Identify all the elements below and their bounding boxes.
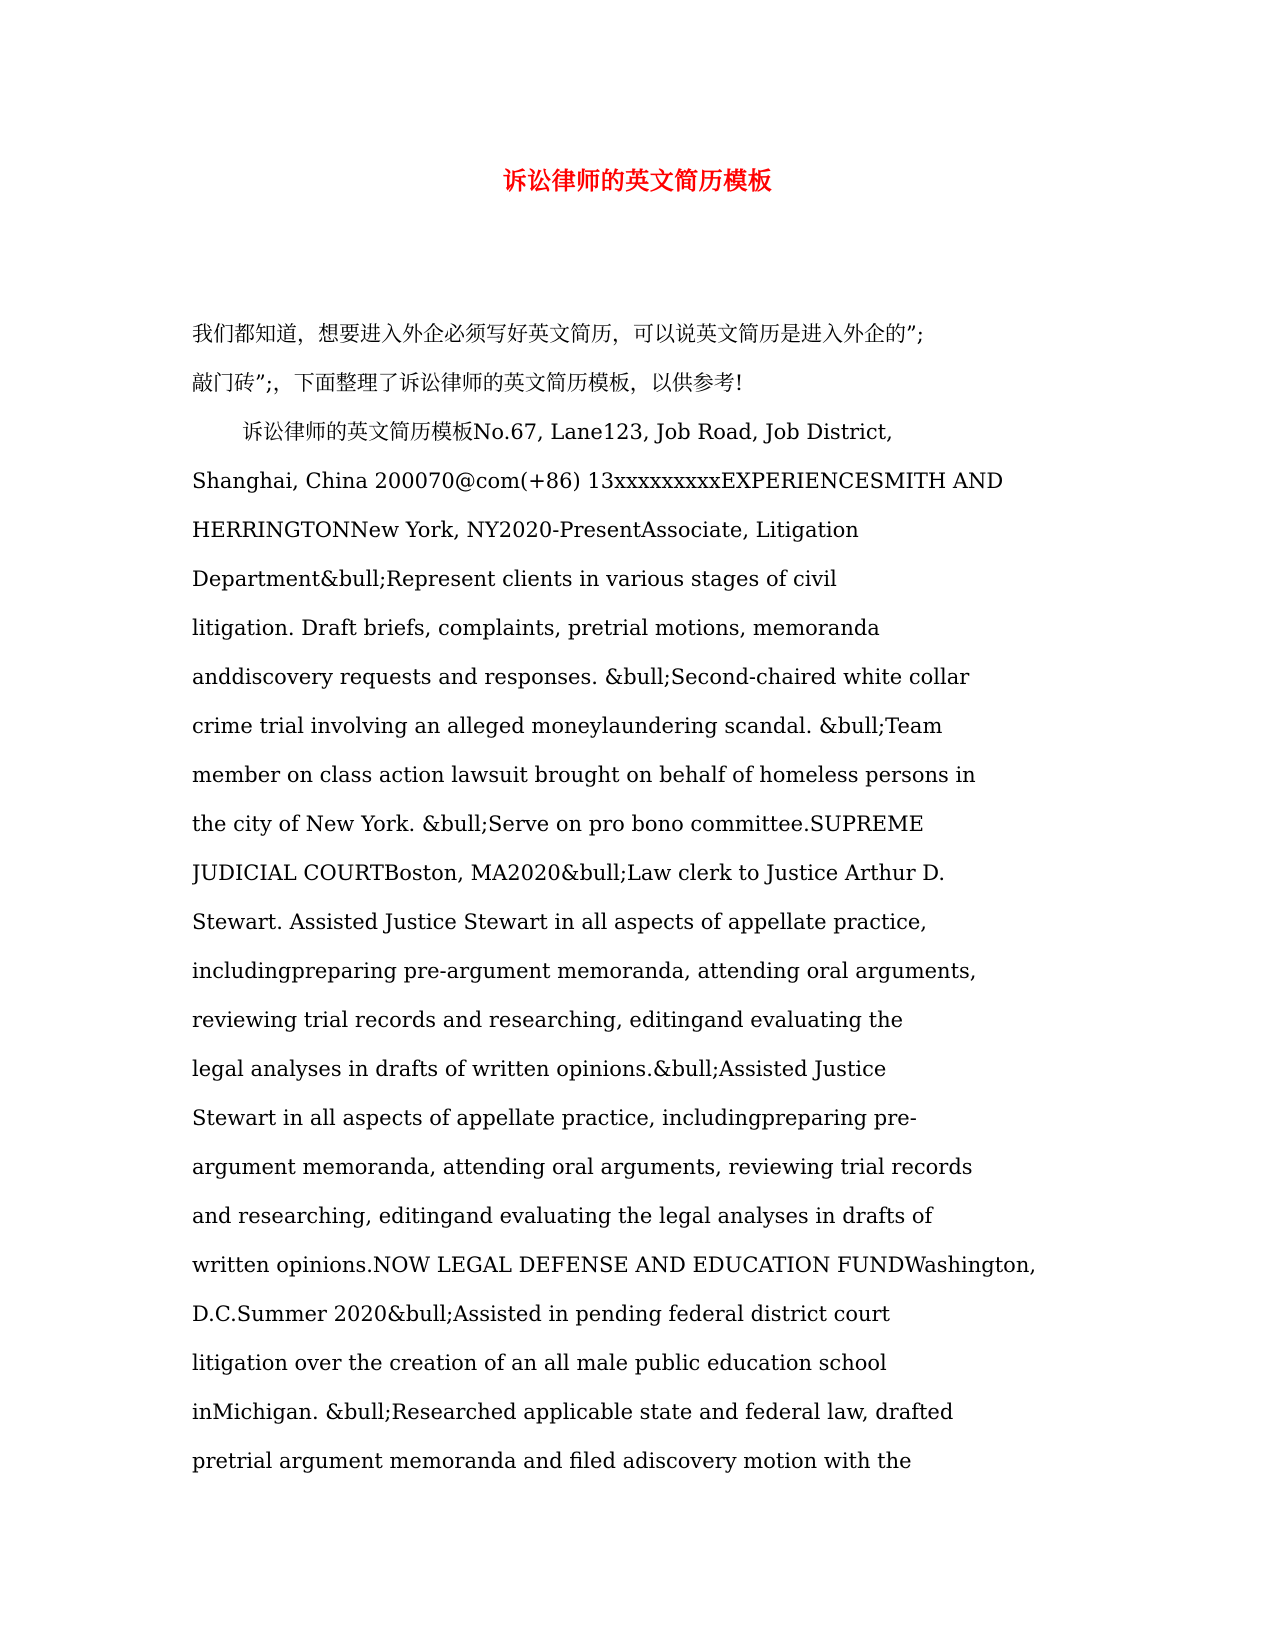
body-line: legal analyses in drafts of written opinions.&bull;Assisted Justice	[192, 1057, 887, 1081]
body-line: JUDICIAL COURTBoston, MA2020&bull;Law clerk to Justice Arthur D.	[192, 861, 946, 885]
body-line: argument memoranda, attending oral arguments, reviewing trial records	[192, 1155, 973, 1179]
body-line: litigation over the creation of an all male public education school	[192, 1351, 887, 1375]
body-line: D.C.Summer 2020&bull;Assisted in pending federal district court	[192, 1302, 890, 1326]
body-line: reviewing trial records and researching, editingand evaluating the	[192, 1008, 904, 1032]
body-line: written opinions.NOW LEGAL DEFENSE AND EDUCATION FUNDWashington,	[192, 1253, 1037, 1277]
body-line: Department&bull;Represent clients in various stages of civil	[192, 567, 837, 591]
body-line: inMichigan. &bull;Researched applicable state and federal law, drafted	[192, 1400, 954, 1424]
body-line: includingpreparing pre-argument memoranda, attending oral arguments,	[192, 959, 977, 983]
body-line: 敲门砖”;，下面整理了诉讼律师的英文简历模板，以供参考!	[192, 371, 744, 395]
body-line: HERRINGTONNew York, NY2020-PresentAssociate, Litigation	[192, 518, 859, 542]
body-line: Stewart. Assisted Justice Stewart in all aspects of appellate practice,	[192, 910, 927, 934]
body-line: 我们都知道，想要进入外企必须写好英文简历，可以说英文简历是进入外企的”;	[192, 322, 924, 346]
body-line: and researching, editingand evaluating the legal analyses in drafts of	[192, 1204, 933, 1228]
document-title: 诉讼律师的英文简历模板	[502, 167, 773, 195]
body-line: Stewart in all aspects of appellate practice, includingpreparing pre-	[192, 1106, 917, 1130]
body-line: Shanghai, China 200070@com(+86) 13xxxxxxxxxEXPERIENCESMITH AND	[192, 469, 1004, 493]
body-line: 诉讼律师的英文简历模板No.67, Lane123, Job Road, Job District,	[242, 420, 893, 444]
body-line: litigation. Draft briefs, complaints, pretrial motions, memoranda	[192, 616, 880, 640]
document-body	[192, 310, 1092, 1486]
body-line: anddiscovery requests and responses. &bull;Second-chaired white collar	[192, 665, 970, 689]
body-line: crime trial involving an alleged moneylaundering scandal. &bull;Team	[192, 714, 943, 738]
body-line: member on class action lawsuit brought on behalf of homeless persons in	[192, 763, 976, 787]
body-line: pretrial argument memoranda and filed adiscovery motion with the	[192, 1449, 912, 1473]
body-line: the city of New York. &bull;Serve on pro bono committee.SUPREME	[192, 812, 924, 836]
